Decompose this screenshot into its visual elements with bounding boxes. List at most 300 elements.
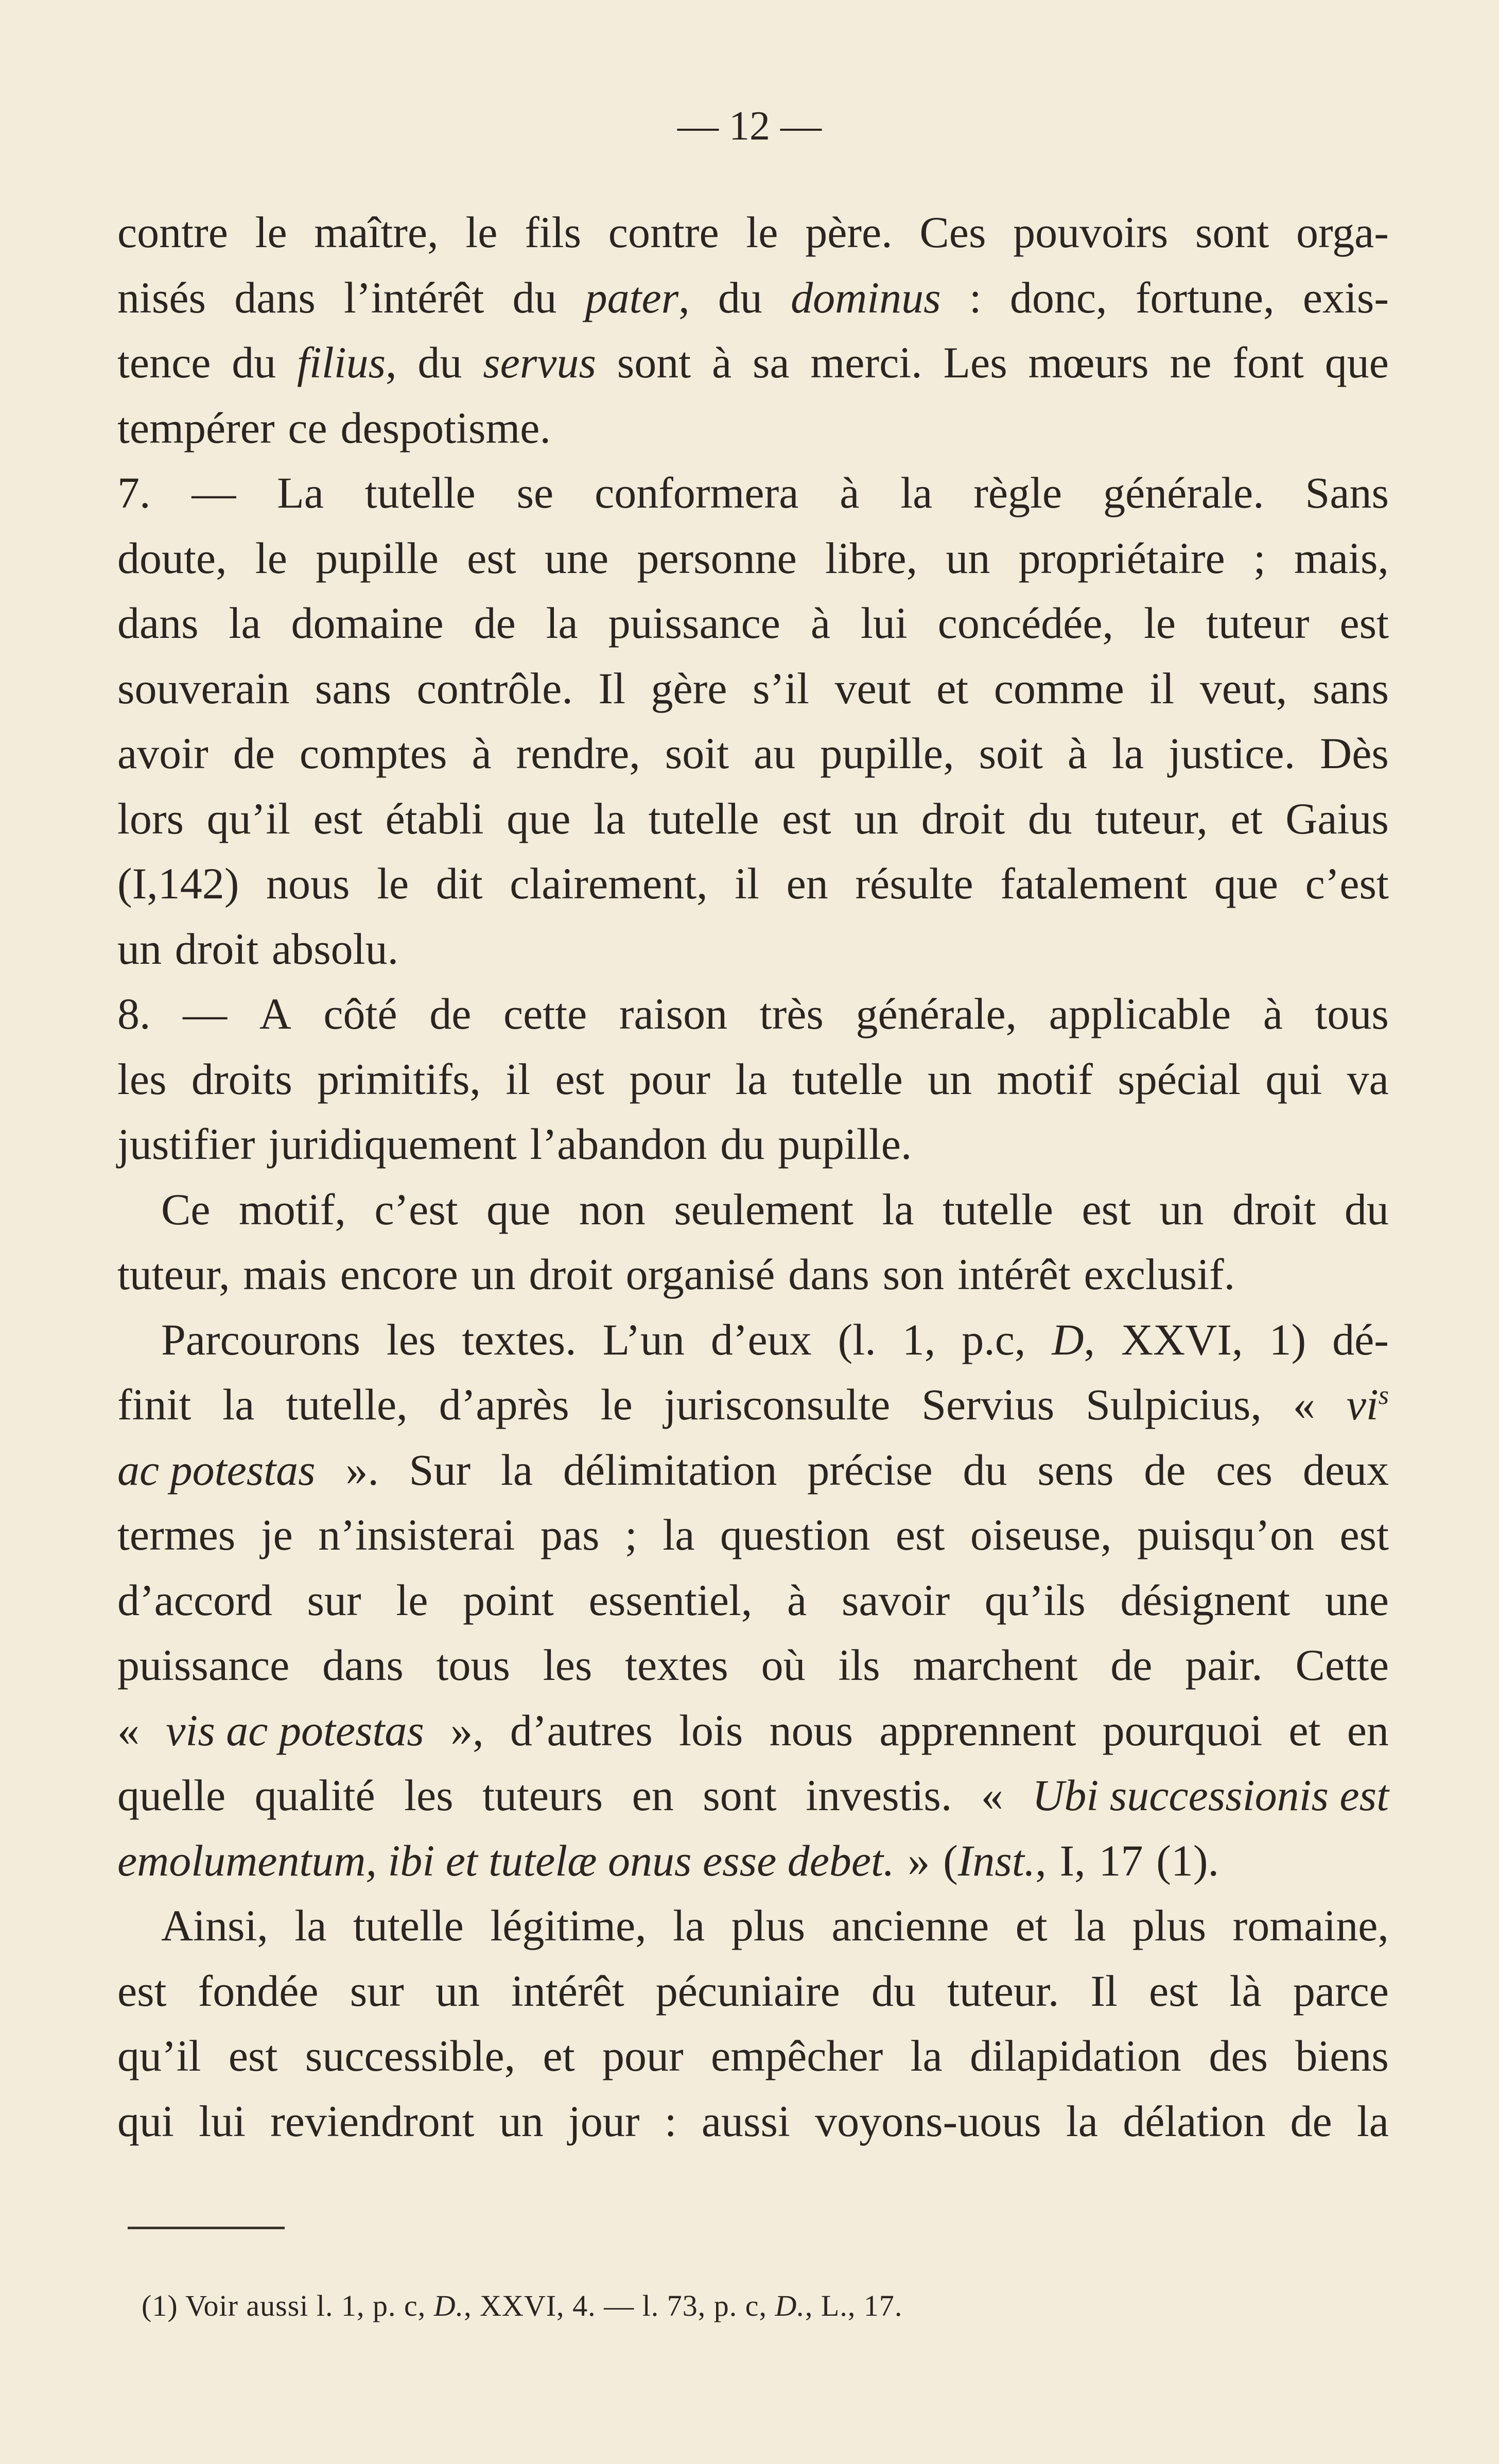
word: un	[928, 1054, 972, 1104]
word: à	[787, 1575, 807, 1625]
word: personne	[637, 533, 797, 583]
word: organisé	[625, 1250, 775, 1299]
word: en	[1347, 1705, 1389, 1755]
word: soit	[979, 728, 1043, 778]
word: est	[1339, 598, 1389, 648]
text-line	[117, 2023, 1389, 2089]
text-line	[117, 1372, 1389, 1437]
word: de	[233, 728, 275, 778]
word: vis ac potestas	[166, 1705, 424, 1755]
word: veut	[834, 663, 911, 713]
word: pupille.	[778, 1119, 912, 1169]
word: à	[1067, 728, 1088, 778]
text-line	[117, 1828, 1389, 1894]
text-line	[117, 265, 1389, 331]
word: tempérer	[117, 403, 275, 453]
word: —	[191, 468, 236, 517]
word: romaine,	[1232, 1901, 1389, 1950]
text-line	[117, 1502, 1389, 1568]
word: (1).	[1156, 1835, 1219, 1885]
word: très	[759, 989, 824, 1038]
word: aussi	[701, 2096, 790, 2146]
word: là	[1229, 1966, 1262, 2016]
word: tous	[436, 1640, 510, 1690]
word: font	[1232, 338, 1304, 387]
text-line	[117, 526, 1389, 591]
word: à	[840, 468, 860, 517]
word: droits	[191, 1054, 292, 1104]
footnote: (1) Voir aussi l. 1, p. c, D., XXVI, 4. — l. 73, p. c, D., L., 17.	[142, 2289, 903, 2322]
word: ce	[288, 403, 327, 453]
word: d’accord	[117, 1575, 272, 1625]
word: plus	[731, 1901, 806, 1950]
word: la	[546, 598, 578, 648]
word: La	[277, 468, 324, 517]
word: dominus	[791, 272, 941, 322]
word: ne	[1170, 338, 1212, 387]
word: :	[969, 272, 982, 322]
word: du	[512, 272, 557, 322]
word: Il	[598, 663, 625, 713]
word: ils	[838, 1640, 880, 1690]
word: 1,	[902, 1314, 936, 1364]
word: côté	[323, 989, 397, 1038]
word: de	[1144, 1445, 1186, 1495]
word: question	[720, 1510, 870, 1559]
word: tuteur.	[947, 1966, 1059, 2016]
word: justifier	[117, 1119, 255, 1169]
word: tutelle	[353, 1901, 464, 1950]
word: délimitation	[563, 1445, 777, 1495]
word: «	[1293, 1380, 1315, 1429]
word: ;	[1253, 533, 1266, 583]
word: est	[117, 1966, 167, 2016]
word: que	[507, 793, 571, 843]
text-line	[117, 851, 1389, 916]
word: est	[1149, 1966, 1198, 2016]
word: père.	[805, 207, 893, 257]
text-line	[117, 1112, 1389, 1177]
word: la	[229, 598, 261, 648]
word: jurisconsulte	[664, 1380, 891, 1429]
word: l’abandon	[530, 1119, 707, 1169]
text-line	[117, 1437, 1389, 1503]
word: pouvoirs	[1013, 207, 1169, 257]
word: cette	[503, 989, 587, 1038]
word: au	[754, 728, 796, 778]
word: spécial	[1118, 1054, 1241, 1104]
word: :	[664, 2096, 677, 2146]
word: p.c,	[962, 1314, 1026, 1364]
word: la	[663, 1510, 695, 1559]
word: pour	[629, 1054, 711, 1104]
word: «	[117, 1705, 140, 1755]
word: est	[1082, 1184, 1131, 1234]
word: lois	[679, 1705, 743, 1755]
word: du	[232, 338, 276, 387]
word: L’un	[602, 1314, 685, 1364]
word: droit	[529, 1250, 613, 1299]
word: jour	[568, 2096, 640, 2146]
word: sa	[752, 338, 790, 387]
word: la	[1356, 2096, 1389, 2146]
word: dans	[117, 598, 199, 648]
footnote-separator	[128, 2227, 285, 2229]
text-line	[117, 981, 1389, 1047]
word: 8.	[117, 989, 151, 1038]
text-line	[117, 1242, 1389, 1307]
word: textes	[625, 1640, 728, 1690]
word: sont	[617, 338, 691, 387]
word: et	[1230, 793, 1263, 843]
word: à	[472, 728, 492, 778]
word: Les	[943, 338, 1007, 387]
word: quelle	[117, 1771, 226, 1820]
word: Ces	[919, 207, 986, 257]
word: du	[1027, 793, 1072, 843]
word: s’il	[753, 663, 809, 713]
word: clairement,	[510, 859, 708, 908]
word: empêcher	[711, 2031, 883, 2080]
word: règle	[973, 468, 1062, 517]
word: est	[1339, 1510, 1389, 1559]
word: nisés	[117, 272, 206, 322]
word: il	[1149, 663, 1175, 713]
word: un	[471, 1250, 516, 1299]
word: se	[516, 468, 554, 517]
word: »	[908, 1835, 930, 1885]
word: droit	[175, 924, 259, 974]
word: tence	[117, 338, 211, 387]
word: générale,	[856, 989, 1017, 1038]
word: Ce	[161, 1184, 211, 1234]
word: contre	[117, 207, 228, 257]
word: les	[404, 1771, 454, 1820]
text-line	[117, 721, 1389, 786]
word: des	[1209, 2031, 1268, 2080]
word: exclusif.	[1084, 1250, 1235, 1299]
word: la	[1066, 2096, 1098, 2146]
word: »,	[450, 1705, 484, 1755]
word: nous	[266, 859, 350, 908]
word: puissance	[117, 1640, 290, 1690]
word: droit	[921, 793, 1005, 843]
word: dans	[788, 1250, 869, 1299]
word: qualité	[254, 1771, 375, 1820]
word: intérêt	[957, 1250, 1071, 1299]
word: Ainsi,	[161, 1901, 268, 1950]
word: domaine	[291, 598, 444, 648]
word: mais,	[1294, 533, 1389, 583]
word: juridiquement	[268, 1119, 517, 1169]
word: est	[782, 793, 831, 843]
word: Gaius	[1285, 793, 1389, 843]
word: à	[810, 598, 831, 648]
word: ac potestas	[117, 1445, 316, 1495]
word: du	[1344, 1184, 1389, 1234]
word: qu’ils	[984, 1575, 1086, 1625]
word: c’est	[374, 1184, 458, 1234]
text-line	[117, 2089, 1389, 2154]
word: non	[579, 1184, 646, 1234]
word: avoir	[117, 728, 208, 778]
word: gère	[651, 663, 727, 713]
word: comme	[993, 663, 1124, 713]
word: de	[1290, 2096, 1332, 2146]
word: les	[386, 1314, 436, 1364]
word: la	[735, 1054, 768, 1104]
word: termes	[117, 1510, 236, 1559]
word: la	[673, 1901, 705, 1950]
word: d’après	[439, 1380, 569, 1429]
word: XXVI,	[1121, 1314, 1243, 1364]
word: voyons-uous	[815, 2096, 1041, 2146]
text-line	[117, 1763, 1389, 1828]
word: oiseuse,	[970, 1510, 1112, 1559]
word: plus	[1132, 1901, 1207, 1950]
text-line	[117, 460, 1389, 526]
word: marchent	[913, 1640, 1078, 1690]
word: qu’il	[206, 793, 290, 843]
word: —	[183, 989, 228, 1038]
word: tous	[1315, 989, 1389, 1038]
word: est	[228, 2031, 278, 2080]
word: fils	[525, 207, 582, 257]
word: Il	[1090, 1966, 1118, 2016]
word: la	[500, 1445, 533, 1495]
word: et	[1288, 1705, 1321, 1755]
word: un	[946, 533, 990, 583]
page-number: — 12 —	[677, 103, 822, 149]
word: doute,	[117, 533, 227, 583]
word: lui	[199, 2096, 246, 2146]
word: du	[871, 1966, 916, 2016]
word: pupille,	[820, 728, 954, 778]
word: D,	[1052, 1314, 1095, 1364]
word: «	[981, 1771, 1003, 1820]
word: sur	[350, 1966, 404, 2016]
word: où	[761, 1640, 806, 1690]
word: pas	[540, 1510, 600, 1559]
word: le	[600, 1380, 633, 1429]
word: orga-	[1296, 207, 1389, 257]
word: le	[377, 859, 409, 908]
word: dit	[435, 859, 483, 908]
word: motif	[997, 1054, 1093, 1104]
word: vis	[1346, 1380, 1389, 1429]
word: je	[260, 1510, 293, 1559]
word: la	[1112, 728, 1144, 778]
word: nous	[769, 1705, 853, 1755]
word: que	[486, 1184, 551, 1234]
text-line	[117, 1047, 1389, 1112]
word: qui	[117, 2096, 174, 2146]
word: parce	[1293, 1966, 1389, 2016]
word: d’eux	[710, 1314, 812, 1364]
word: investis.	[806, 1771, 952, 1820]
word: il	[506, 1054, 531, 1104]
word: Sulpicius,	[1086, 1380, 1262, 1429]
word: Parcourons	[161, 1314, 360, 1364]
word: justice.	[1169, 728, 1296, 778]
text-line	[117, 1633, 1389, 1698]
word: résulte	[855, 859, 973, 908]
word: la	[882, 1184, 914, 1234]
word: la	[1074, 1901, 1106, 1950]
word: souverain	[117, 663, 290, 713]
word: est	[895, 1510, 945, 1559]
word: le	[746, 207, 778, 257]
word: pupille	[316, 533, 439, 583]
word: pour	[602, 2031, 684, 2080]
text-line	[117, 330, 1389, 395]
word: du	[720, 1119, 765, 1169]
word: maître,	[314, 207, 439, 257]
word: le	[465, 207, 498, 257]
word: fatalement	[1000, 859, 1188, 908]
word: les	[117, 1054, 167, 1104]
word: comptes	[299, 728, 447, 778]
word: le	[255, 533, 287, 583]
word: du	[718, 272, 762, 322]
word: biens	[1295, 2031, 1389, 2080]
word: motif,	[239, 1184, 346, 1234]
word: exis-	[1302, 272, 1389, 322]
word: veut,	[1199, 663, 1287, 713]
word: I,	[1059, 1835, 1086, 1885]
word: Cette	[1295, 1640, 1389, 1690]
word: établi	[385, 793, 484, 843]
word: du	[963, 1445, 1007, 1495]
word: une	[1324, 1575, 1389, 1625]
word: primitifs,	[317, 1054, 481, 1104]
word: (Inst.,	[943, 1835, 1047, 1885]
word: dans	[234, 272, 316, 322]
word: sans	[1312, 663, 1389, 713]
word: tuteur,	[1095, 793, 1208, 843]
word: Ubi successionis est	[1032, 1771, 1389, 1820]
word: délation	[1123, 2096, 1266, 2146]
word: donc,	[1009, 272, 1107, 322]
word: du	[417, 338, 462, 387]
word: le	[396, 1575, 428, 1625]
word: rendre,	[516, 728, 640, 778]
word: le	[255, 207, 287, 257]
word: savoir	[841, 1575, 950, 1625]
word: la	[294, 1901, 327, 1950]
word: lui	[860, 598, 908, 648]
word: mais	[243, 1250, 327, 1299]
word: pater,	[585, 272, 690, 322]
word: sens	[1037, 1445, 1114, 1495]
word: encore	[340, 1250, 458, 1299]
word: pourquoi	[1102, 1705, 1263, 1755]
word: propriétaire	[1018, 533, 1225, 583]
word: absolu.	[272, 924, 399, 974]
word: générale.	[1103, 468, 1264, 517]
word: puisqu’on	[1137, 1510, 1314, 1559]
text-line	[117, 1893, 1389, 1958]
word: soit	[665, 728, 729, 778]
word: deux	[1302, 1445, 1389, 1495]
word: 1)	[1269, 1314, 1306, 1364]
word: la	[222, 1380, 255, 1429]
word: un	[117, 924, 162, 974]
word: et	[936, 663, 969, 713]
word: que	[1324, 338, 1389, 387]
word: est	[467, 533, 516, 583]
word: la	[594, 793, 626, 843]
word: en	[786, 859, 828, 908]
word: contre	[608, 207, 719, 257]
word: de	[429, 989, 472, 1038]
word: tuteur	[1206, 598, 1310, 648]
word: 17	[1099, 1835, 1143, 1885]
word: Dès	[1320, 728, 1389, 778]
word: légitime,	[490, 1901, 647, 1950]
word: à	[711, 338, 732, 387]
word: tutelle	[648, 793, 759, 843]
text-line	[117, 1958, 1389, 2024]
word: libre,	[825, 533, 918, 583]
word: les	[543, 1640, 592, 1690]
word: droit	[1232, 1184, 1316, 1234]
body-text	[117, 200, 1389, 2154]
word: filius,	[297, 338, 397, 387]
word: Servius	[921, 1380, 1055, 1429]
word: successible,	[305, 2031, 516, 2080]
word: fondée	[198, 1966, 319, 2016]
word: ».	[345, 1445, 379, 1495]
word: n’insisterai	[318, 1510, 515, 1559]
word: dans	[322, 1640, 404, 1690]
word: désignent	[1120, 1575, 1291, 1625]
word: sont	[703, 1771, 777, 1820]
word: pécuniaire	[655, 1966, 840, 2016]
word: la	[910, 2031, 943, 2080]
word: sans	[315, 663, 391, 713]
word: seulement	[674, 1184, 853, 1234]
word: conformera	[595, 468, 799, 517]
word: ;	[624, 1510, 637, 1559]
word: apprennent	[879, 1705, 1076, 1755]
word: c’est	[1305, 859, 1389, 908]
word: point	[463, 1575, 554, 1625]
text-line	[117, 1568, 1389, 1633]
word: sont	[1195, 207, 1269, 257]
word: un	[854, 793, 899, 843]
word: 7.	[117, 468, 151, 517]
word: tuteurs	[482, 1771, 603, 1820]
word: que	[1214, 859, 1278, 908]
word: A	[259, 989, 291, 1038]
word: puissance	[608, 598, 780, 648]
word: tutelle	[943, 1184, 1053, 1234]
text-line	[117, 786, 1389, 852]
word: essentiel,	[588, 1575, 753, 1625]
text-line	[117, 656, 1389, 721]
word: ces	[1216, 1445, 1273, 1495]
word: contrôle.	[416, 663, 573, 713]
word: à	[1263, 989, 1283, 1038]
word: sur	[307, 1575, 361, 1625]
word: de	[1110, 1640, 1153, 1690]
word: de	[474, 598, 516, 648]
word: tuteur,	[117, 1250, 230, 1299]
word: textes.	[462, 1314, 577, 1364]
word: ancienne	[831, 1901, 989, 1950]
word: un	[499, 2096, 544, 2146]
